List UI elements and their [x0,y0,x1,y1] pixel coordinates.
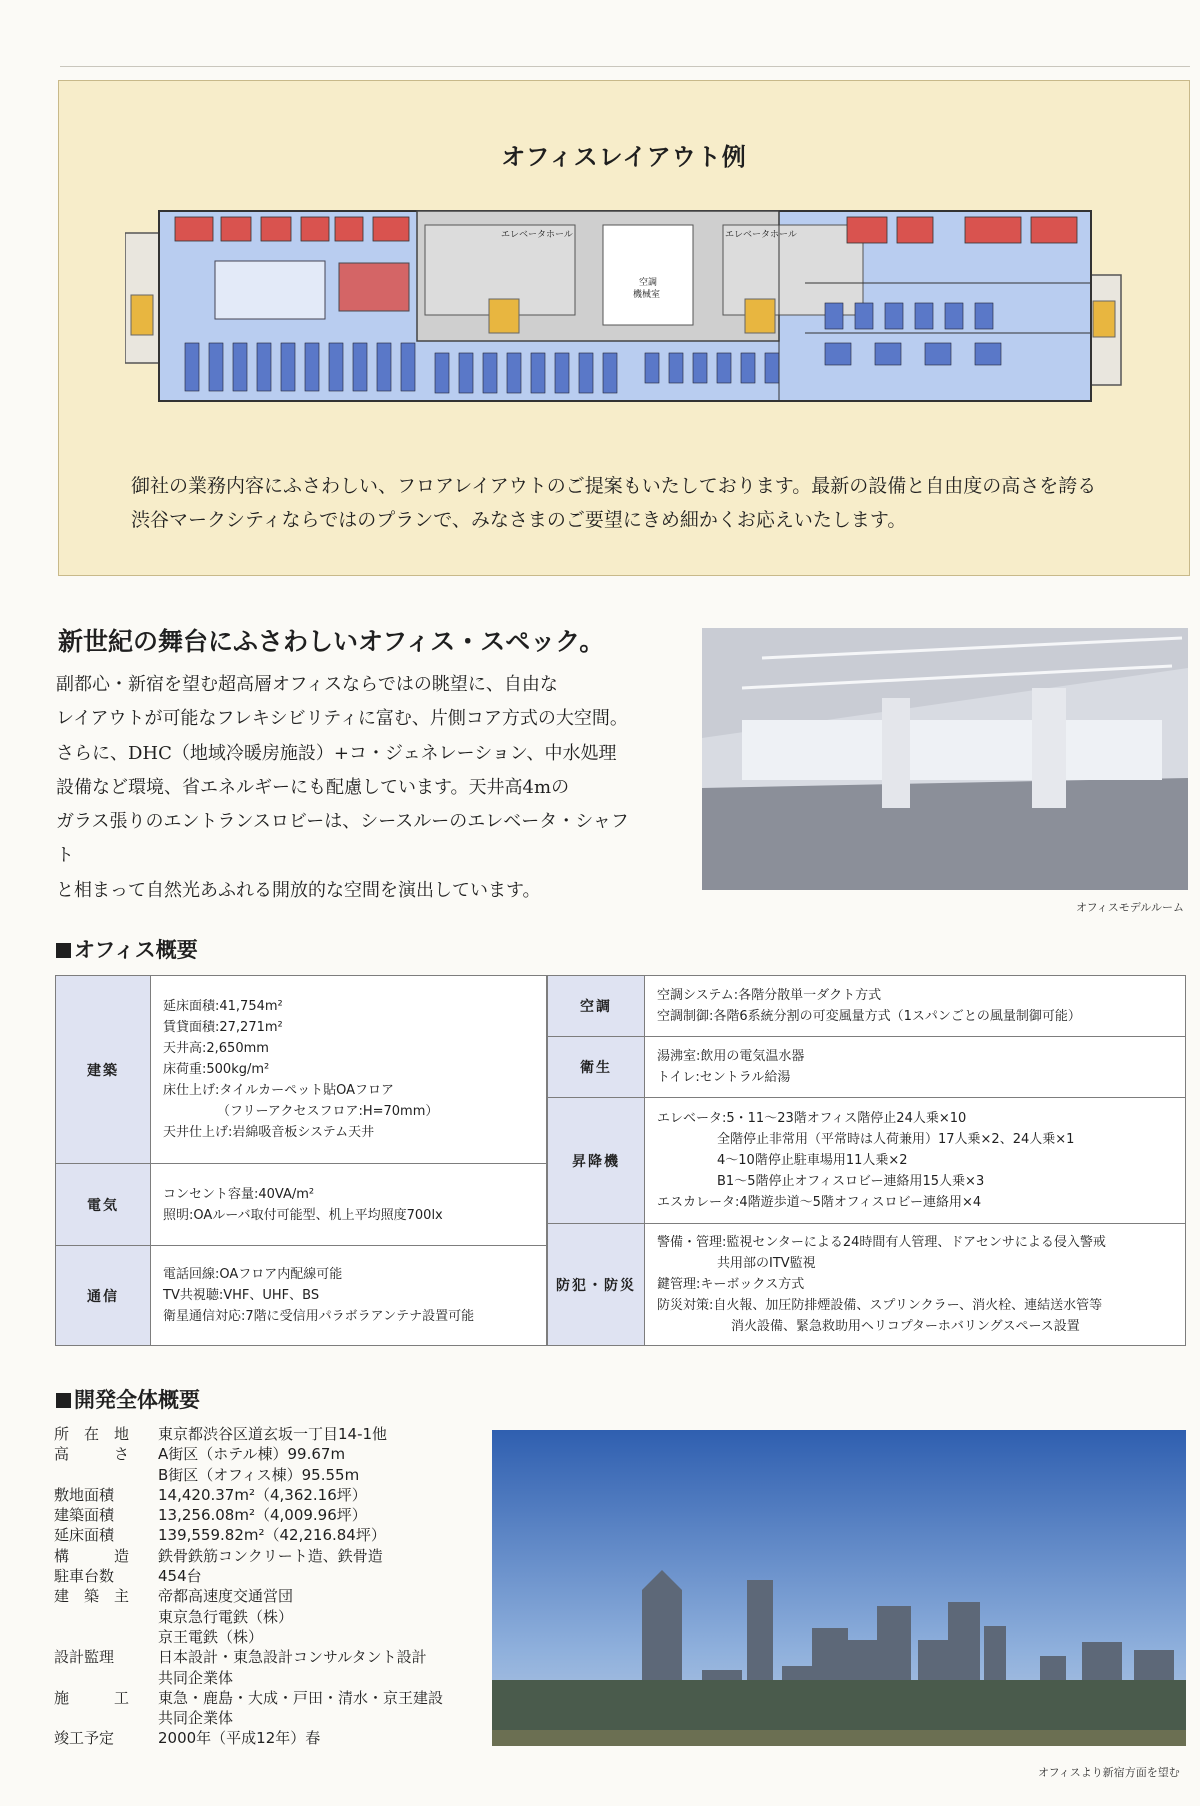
dev-value: 共同企業体 [158,1668,234,1687]
skyline-caption: オフィスより新宿方面を望む [1038,1766,1180,1779]
dev-value: 139,559.82m²（42,216.84坪） [158,1526,386,1545]
spec-line: エスカレータ:4階遊歩道〜5階オフィスロビー連絡用×4 [657,1195,982,1210]
office-spec-table-right [547,975,1186,1346]
dev-value: 2000年（平成12年）春 [158,1729,321,1748]
spec-line: B1〜5階停止オフィスロビー連絡用15人乗×3 [717,1174,985,1189]
elevator-hall-left-label: エレベータホール [501,230,573,240]
spec-line: 賃貸面積:27,271m² [163,1020,283,1035]
dev-value: 東京急行電鉄（株） [158,1607,294,1626]
spec-line: ガラス張りのエントランスロビーは、シースルーのエレベータ・シャフト [56,811,629,867]
spec-heading: 新世紀の舞台にふさわしいオフィス・スペック。 [58,627,605,656]
dev-value: 帝都高速度交通営団 [158,1587,294,1606]
spec-line: 防災対策:自火報、加圧防排煙設備、スプリンクラー、消火栓、連結送水管等 [657,1298,1103,1313]
spec-line: コンセント容量:40VA/m² [163,1186,315,1202]
spec-line: さらに、DHC（地域冷暖房施設）+コ・ジェネレーション、中水処理 [56,742,617,764]
dev-row [54,1525,443,1545]
spec-line: エレベータ:5・11〜23階オフィス階停止24人乗×10 [657,1111,967,1126]
spec-line: 電話回線:OAフロア内配線可能 [163,1267,343,1282]
development-overview-heading-text: 開発全体概要 [74,1388,200,1412]
spec-line: 鍵管理:キーボックス方式 [657,1277,805,1292]
model-room-caption: オフィスモデルルーム [1076,901,1184,914]
spec-line: 全階停止非常用（平常時は人荷兼用）17人乗×2、24人乗×1 [717,1132,1075,1147]
elevator-hall-right-label: エレベータホール [725,230,797,240]
dev-key: 竣工予定 [54,1729,115,1748]
dev-row [54,1586,443,1647]
spec-line: 照明:OAルーバ取付可能型、机上平均照度700lx [163,1207,443,1223]
dev-key: 設計監理 [54,1648,115,1667]
dev-value: 東急・鹿島・大成・戸田・清水・京王建設 [158,1688,444,1707]
dev-row [54,1505,443,1525]
floor-plan [125,203,1127,433]
dev-key: 延床面積 [54,1526,115,1545]
machine-room-label-2: 機械室 [633,290,661,300]
dev-row [54,1546,443,1566]
spec-line: 天井仕上げ:岩綿吸音板システム天井 [163,1125,375,1140]
layout-title: オフィスレイアウト例 [501,143,747,171]
office-spec-table-left [55,975,547,1346]
dev-value: 13,256.08m²（4,009.96坪） [158,1506,367,1525]
dev-row [54,1647,443,1688]
dev-row [54,1424,443,1444]
spec-line: と相まって自然光あふれる開放的な空間を演出しています。 [56,879,541,901]
spec-line: トイレ:セントラル給湯 [657,1070,791,1085]
dev-value: 鉄骨鉄筋コンクリート造、鉄骨造 [158,1546,383,1565]
dev-row [54,1444,443,1485]
dev-key: 所 在 地 [54,1425,130,1443]
dev-value: 共同企業体 [158,1709,234,1728]
spec-line: TV共視聴:VHF、UHF、BS [163,1288,320,1303]
machine-room [603,225,693,325]
dev-row [54,1728,443,1748]
spec-line: 空調制御:各階6系統分割の可変風量方式（1スパンごとの風量制御可能） [657,1009,1081,1024]
spec-line: 副都心・新宿を望む超高層オフィスならではの眺望に、自由な [56,674,558,695]
dev-value: 14,420.37m²（4,362.16坪） [158,1485,367,1504]
spec-label: 建築 [56,976,151,1164]
spec-paragraph [56,668,636,908]
spec-line: （フリーアクセスフロア:H=70mm） [217,1104,439,1119]
office-layout-panel [58,80,1190,576]
office-overview-heading-text: オフィス概要 [74,938,198,962]
machine-room-label-1: 空調 [639,278,658,288]
dev-key: 駐車台数 [54,1567,115,1586]
dev-key: 建築面積 [54,1506,115,1525]
spec-value [151,1246,547,1346]
spec-line: 衛星通信対応:7階に受信用パラボラアンテナ設置可能 [163,1309,475,1324]
dev-key: 高 さ [54,1445,130,1464]
development-overview-heading [56,1384,200,1414]
spec-value [151,1164,547,1246]
spec-line: レイアウトが可能なフレキシビリティに富む、片側コア方式の大空間。 [56,708,628,730]
dev-key: 施 工 [54,1688,130,1707]
spec-label: 衛生 [548,1037,645,1098]
development-overview-list [54,1424,443,1749]
layout-description-line: 御社の業務内容にふさわしい、フロアレイアウトのご提案もいたしております。最新の設備と自由度の高さを誇る [131,475,1097,497]
dev-row [54,1688,443,1729]
layout-description [131,469,1131,537]
dev-row [54,1566,443,1586]
spec-value [645,1098,1186,1224]
shinjuku-skyline-photo [492,1430,1186,1746]
spec-value [645,976,1186,1037]
top-rule [60,66,1190,67]
dev-value: A街区（ホテル棟）99.67m [158,1445,346,1464]
office-overview-heading [56,934,198,964]
dev-key: 敷地面積 [54,1485,115,1504]
square-bullet-icon [56,1393,71,1408]
spec-line: 警備・管理:監視センターによる24時間有人管理、ドアセンサによる侵入警戒 [657,1235,1106,1250]
spec-line: 天井高:2,650mm [163,1041,269,1056]
spec-value [151,976,547,1164]
dev-value: 454台 [158,1567,202,1586]
spec-line: 床荷重:500kg/m² [163,1062,270,1077]
spec-line: 床仕上げ:タイルカーペット貼OAフロア [163,1083,395,1098]
dev-key: 建 築 主 [54,1587,130,1606]
spec-line: 消火設備、緊急救助用ヘリコプターホバリングスペース設置 [731,1319,1080,1334]
dev-key: 構 造 [54,1546,130,1565]
spec-line: 空調システム:各階分散単一ダクト方式 [657,988,882,1003]
spec-label: 防犯・防災 [548,1224,645,1346]
spec-line: 湯沸室:飲用の電気温水器 [657,1049,805,1064]
dev-row [54,1485,443,1505]
dev-value: 東京都渋谷区道玄坂一丁目14-1他 [158,1425,388,1443]
spec-value [645,1037,1186,1098]
dev-value: 日本設計・東急設計コンサルタント設計 [158,1648,427,1667]
spec-value [645,1224,1186,1346]
spec-line: 4〜10階停止駐車場用11人乗×2 [717,1153,908,1168]
spec-label: 電気 [56,1164,151,1246]
spec-label: 昇降機 [548,1098,645,1224]
spec-label: 空調 [548,976,645,1037]
spec-line: 設備など環境、省エネルギーにも配慮しています。天井高4mの [56,776,570,798]
spec-line: 共用部のITV監視 [717,1256,816,1271]
model-room-photo [702,628,1188,890]
spec-line: 延床面積:41,754m² [163,999,283,1014]
square-bullet-icon [56,943,71,958]
dev-value: B街区（オフィス棟）95.55m [158,1465,360,1484]
spec-label: 通信 [56,1246,151,1346]
dev-value: 京王電鉄（株） [158,1627,264,1646]
layout-description-line: 渋谷マークシティならではのプランで、みなさまのご要望にきめ細かくお応えいたします。 [131,509,907,531]
